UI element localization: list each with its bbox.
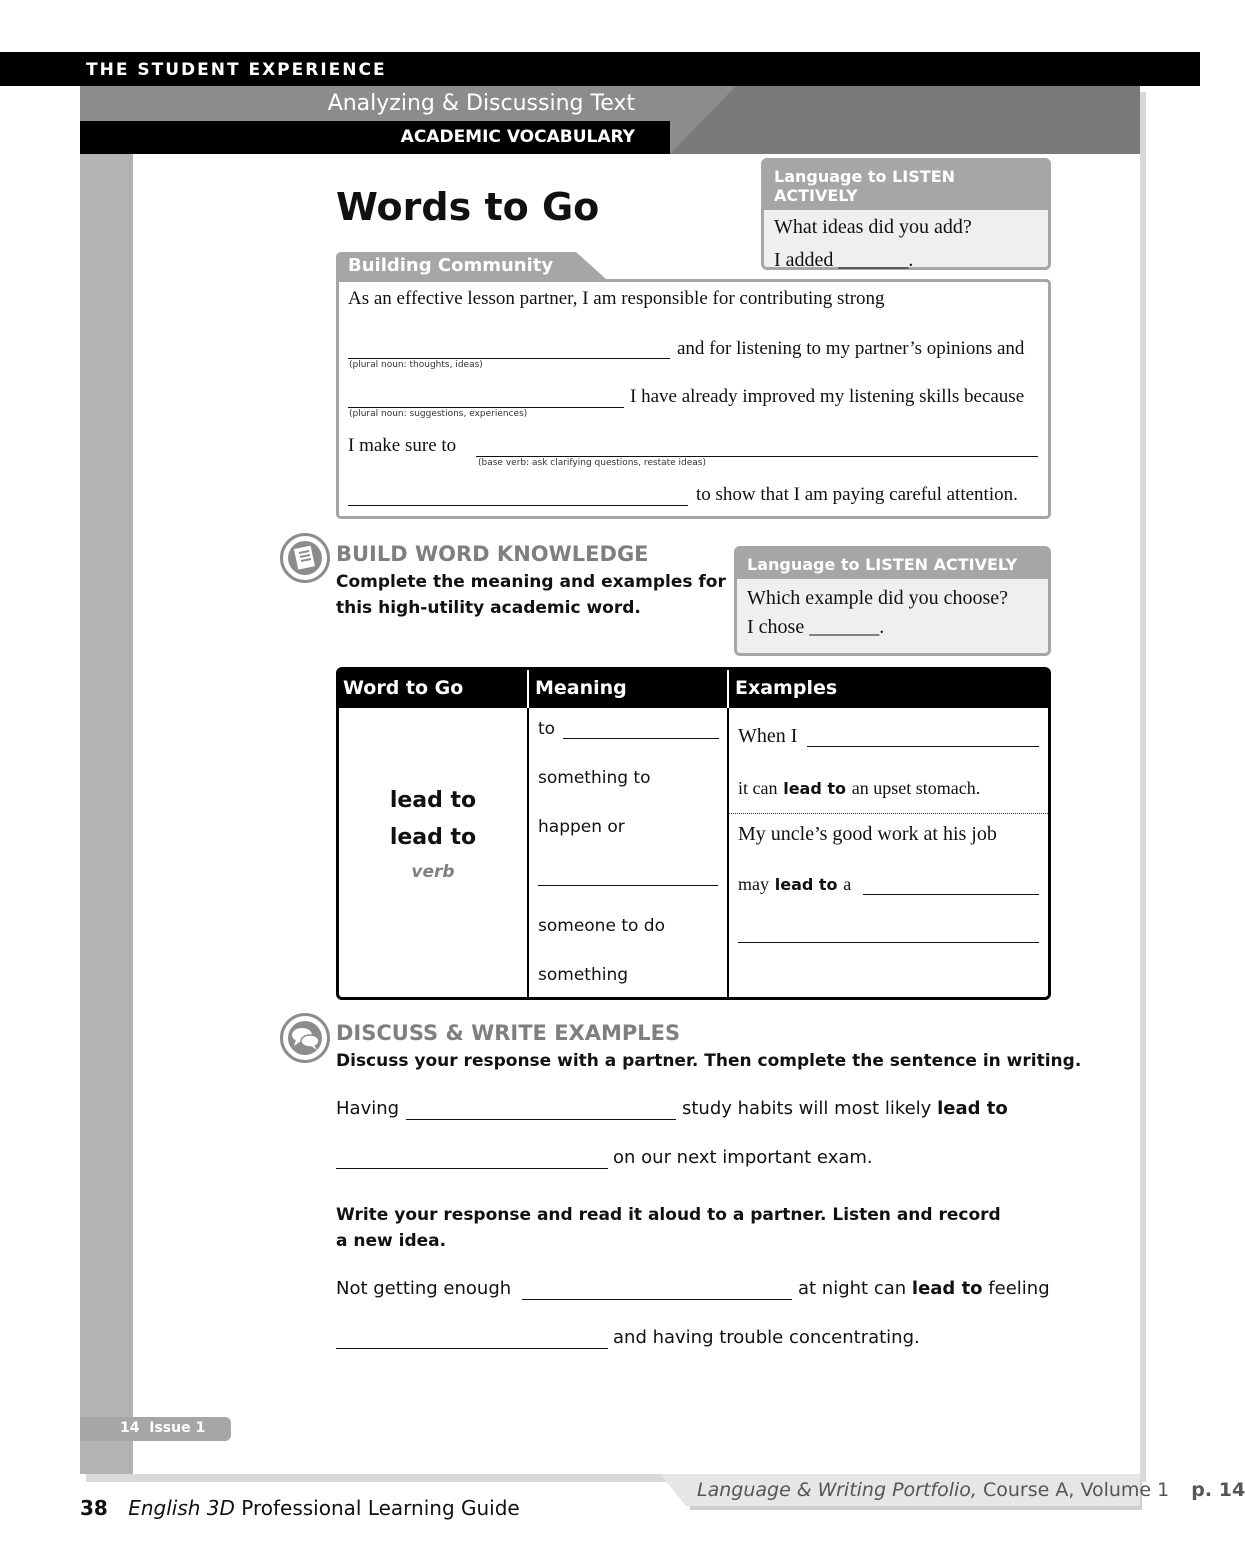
- community-sentence-line: I make sure to: [348, 435, 457, 456]
- example-text: My uncle’s good work at his job: [738, 823, 997, 845]
- community-sentence-line: to show that I am paying careful attention.: [696, 484, 1018, 505]
- top-banner-label: THE STUDENT EXPERIENCE: [86, 60, 387, 80]
- sentence-frame-text: [682, 1098, 1008, 1119]
- listen-box-heading: Language to LISTEN ACTIVELY: [764, 161, 1048, 210]
- listen-box-line: I added _______.: [774, 249, 914, 271]
- answer-blank[interactable]: [522, 1299, 792, 1300]
- example-text-part: an upset stomach.: [851, 778, 981, 798]
- build-word-knowledge-title: BUILD WORD KNOWLEDGE: [336, 542, 649, 566]
- example-text: When I: [738, 725, 798, 747]
- building-community-tab-corner: [576, 252, 606, 279]
- portfolio-page: p. 14: [1191, 1479, 1245, 1501]
- community-sentence-line: I have already improved my listening skills because: [630, 386, 1025, 407]
- guide-footer: [80, 1496, 520, 1520]
- discuss-write-instruction: Discuss your response with a partner. Then complete the sentence in writing.: [336, 1051, 1082, 1071]
- build-word-knowledge-instruction: this high-utility academic word.: [336, 598, 641, 618]
- guide-page-number: 38: [80, 1496, 108, 1520]
- example-text-part: a: [843, 874, 852, 894]
- blank-hint: (plural noun: suggestions, experiences): [349, 409, 528, 419]
- answer-blank[interactable]: [476, 456, 1038, 457]
- example-separator: [729, 813, 1048, 814]
- answer-blank[interactable]: [738, 942, 1039, 943]
- page-title: Words to Go: [336, 185, 600, 229]
- example-bold-term: lead to: [774, 875, 838, 894]
- community-sentence-line: and for listening to my partner’s opinions and: [677, 338, 1025, 359]
- guide-title-regular: Professional Learning Guide: [234, 1496, 520, 1520]
- listen-box-line: I chose _______.: [747, 616, 885, 638]
- sentence-frame-part: study habits will most likely: [682, 1098, 932, 1119]
- word-to-go: lead to: [389, 788, 477, 813]
- issue-label: 14 Issue 1: [120, 1420, 206, 1436]
- example-bold-term: lead to: [783, 779, 847, 798]
- sentence-frame-text: [798, 1278, 1050, 1299]
- sentence-frame-text: on our next important exam.: [613, 1147, 873, 1168]
- speech-bubbles-icon: [280, 1013, 330, 1063]
- answer-blank[interactable]: [348, 407, 624, 408]
- table-divider: [727, 708, 729, 997]
- footer-tab-corner: [660, 1474, 686, 1506]
- answer-blank[interactable]: [348, 505, 688, 506]
- example-text-part: it can: [738, 778, 778, 798]
- meaning-text: someone to do: [538, 916, 665, 936]
- header-subtitle: ACADEMIC VOCABULARY: [400, 127, 635, 147]
- sentence-frame-text: and having trouble concentrating.: [613, 1327, 920, 1348]
- portfolio-title: Language & Writing Portfolio,: [697, 1479, 977, 1501]
- listen-box-line: What ideas did you add?: [774, 216, 972, 238]
- word-to-go-repeat: lead to: [389, 825, 477, 850]
- listen-actively-box-1: [761, 158, 1051, 270]
- answer-blank[interactable]: [563, 738, 719, 739]
- table-header-examples: Examples: [735, 677, 838, 699]
- discuss-write-title: DISCUSS & WRITE EXAMPLES: [336, 1021, 681, 1045]
- sentence-frame-text: Having: [336, 1098, 400, 1119]
- notebook-icon: [280, 533, 330, 583]
- table-header-meaning: Meaning: [535, 677, 627, 699]
- portfolio-course: Course A, Volume 1: [976, 1479, 1170, 1501]
- word-to-go-table: [336, 667, 1051, 1000]
- answer-blank[interactable]: [807, 746, 1039, 747]
- header-wedge: [670, 86, 1140, 154]
- sentence-frame-part: feeling: [988, 1278, 1050, 1299]
- build-word-knowledge-instruction: Complete the meaning and examples for: [336, 572, 726, 592]
- sentence-bold-term: lead to: [911, 1278, 983, 1299]
- write-response-instruction: Write your response and read it aloud to a partner. Listen and record: [336, 1205, 1001, 1225]
- sentence-frame-text: Not getting enough: [336, 1278, 512, 1299]
- table-header-word: Word to Go: [343, 677, 464, 699]
- listen-box-heading: Language to LISTEN ACTIVELY: [737, 549, 1048, 579]
- header-title: Analyzing & Discussing Text: [327, 91, 635, 116]
- meaning-text: happen or: [538, 817, 625, 837]
- listen-actively-box-2: [734, 546, 1051, 656]
- meaning-text: something to: [538, 768, 651, 788]
- answer-blank[interactable]: [348, 358, 670, 359]
- blank-hint: (plural noun: thoughts, ideas): [349, 360, 483, 370]
- write-response-instruction: a new idea.: [336, 1231, 447, 1251]
- side-strip: [80, 154, 133, 1474]
- meaning-text: to: [538, 719, 556, 739]
- answer-blank[interactable]: [336, 1168, 608, 1169]
- example-text: [738, 874, 851, 895]
- listen-box-line: Which example did you choose?: [747, 587, 1009, 609]
- community-sentence-line: As an effective lesson partner, I am responsible for contributing strong: [348, 288, 885, 309]
- part-of-speech: verb: [411, 862, 455, 882]
- answer-blank[interactable]: [538, 885, 718, 886]
- answer-blank[interactable]: [336, 1348, 608, 1349]
- building-community-label: Building Community: [348, 255, 554, 276]
- portfolio-footer-label: [697, 1479, 1245, 1501]
- example-text: [738, 778, 980, 799]
- guide-title-italic: English 3D: [128, 1496, 235, 1520]
- example-text-part: may: [738, 874, 769, 894]
- answer-blank[interactable]: [406, 1119, 676, 1120]
- table-divider: [527, 708, 529, 997]
- sentence-frame-part: at night can: [798, 1278, 907, 1299]
- meaning-text: something: [538, 965, 629, 985]
- table-divider: [727, 670, 729, 708]
- blank-hint: (base verb: ask clarifying questions, restate ideas): [478, 458, 707, 468]
- answer-blank[interactable]: [863, 894, 1039, 895]
- sentence-bold-term: lead to: [937, 1098, 1008, 1119]
